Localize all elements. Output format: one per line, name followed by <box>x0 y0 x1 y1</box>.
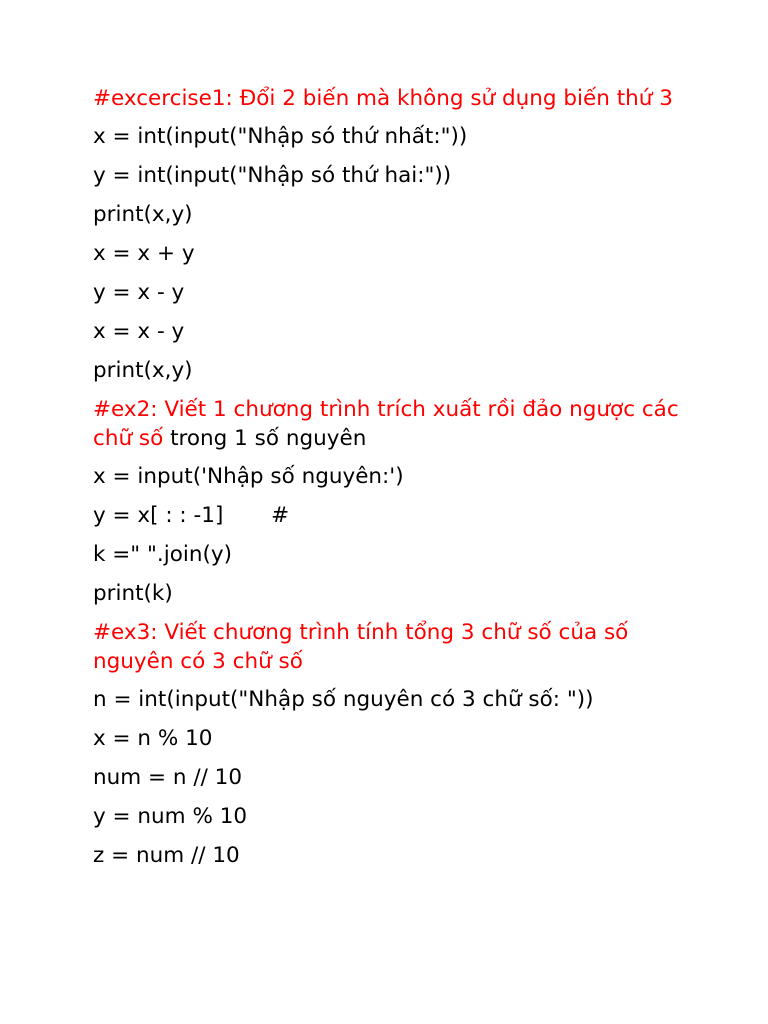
ex1-heading: #excercise1: Đổi 2 biến mà không sử dụng biến thứ 3 <box>93 86 673 111</box>
code-line: n = int(input("Nhập số nguyên có 3 chữ số: ")) <box>93 687 594 712</box>
ex2-heading-tail: trong 1 số nguyên <box>163 426 367 451</box>
code-line: num = n // 10 <box>93 765 243 790</box>
code-line: x = x - y <box>93 319 185 344</box>
ex3-heading: #ex3: Viết chương trình tính tổng 3 chữ số của số nguyên có 3 chữ số <box>93 620 629 674</box>
code-line: y = int(input("Nhập só thứ hai:")) <box>93 163 452 188</box>
code-line: x = x + y <box>93 241 195 266</box>
ex2-heading <box>93 395 693 453</box>
code-line: y = x[ : : -1] # <box>93 503 290 528</box>
code-line: x = int(input("Nhập só thứ nhất:")) <box>93 124 468 149</box>
code-line: print(k) <box>93 581 173 606</box>
ex2-heading-comment: #ex2: Viết 1 chương trình trích xuất rồi đảo ngược các chữ số <box>93 397 679 451</box>
code-line: z = num // 10 <box>93 843 240 868</box>
code-line: x = input('Nhập số nguyên:') <box>93 464 404 489</box>
code-line: y = num % 10 <box>93 804 248 829</box>
code-line: print(x,y) <box>93 358 193 383</box>
code-line: x = n % 10 <box>93 726 213 751</box>
code-line: k =" ".join(y) <box>93 542 232 567</box>
code-line: y = x - y <box>93 280 185 305</box>
document-page <box>93 84 693 880</box>
code-line: print(x,y) <box>93 202 193 227</box>
